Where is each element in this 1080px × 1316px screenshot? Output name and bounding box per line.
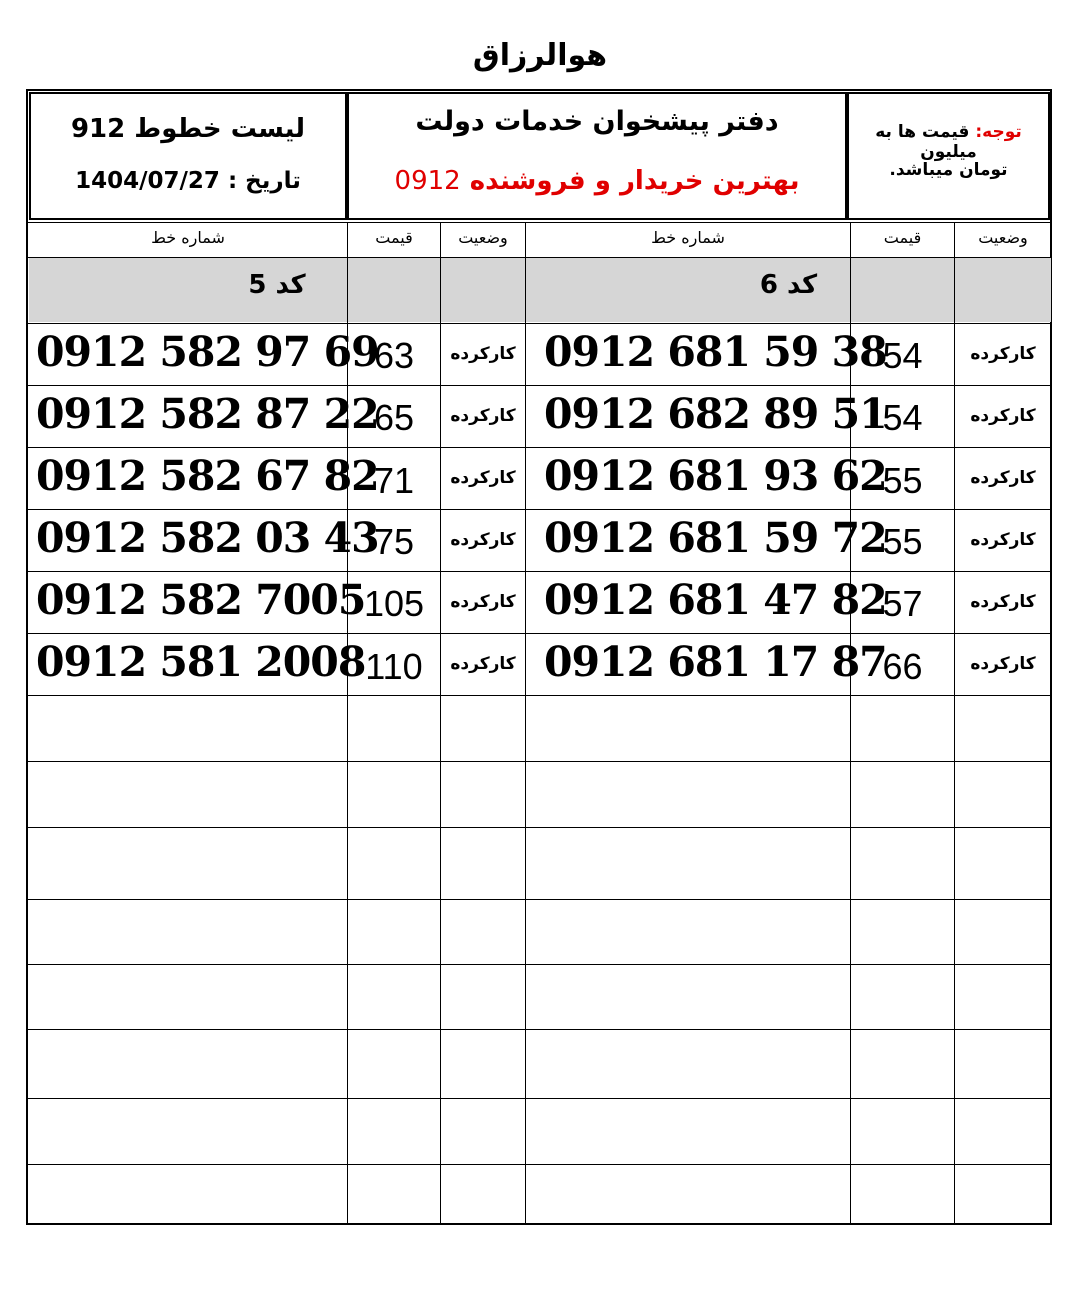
row-price: 55	[882, 521, 923, 562]
row-status: کارکرده	[970, 406, 1036, 426]
date-line	[31, 168, 345, 194]
grid-row-line	[28, 257, 1052, 258]
group-code-5-label: کد 5	[248, 270, 306, 300]
row-status: کارکرده	[450, 654, 516, 674]
row-phone-number: 0912 682 89 51	[544, 390, 887, 438]
row-phone-number: 0912 681 17 87	[544, 638, 887, 686]
row-phone-number: 0912 681 47 82	[544, 576, 887, 624]
row-price: 65	[373, 397, 415, 438]
row-phone-number: 0912 681 59 38	[544, 328, 887, 376]
row-price: 57	[882, 583, 923, 624]
row-price: 105	[363, 583, 425, 624]
row-phone-number: 0912 582 67 82	[36, 452, 379, 500]
row-price: 55	[882, 460, 923, 501]
note-text-1: قیمت ها به میلیون	[875, 122, 977, 162]
grid-row-line	[28, 827, 1052, 828]
note-box	[847, 92, 1050, 220]
row-phone-number: 0912 582 97 69	[36, 328, 379, 376]
row-phone-number: 0912 582 7005	[36, 576, 366, 624]
row-status: کارکرده	[970, 530, 1036, 550]
list-info-box	[29, 92, 347, 220]
list-title: لیست خطوط 912	[70, 114, 306, 144]
office-title: دفتر پیشخوان خدمات دولت	[415, 106, 779, 137]
row-phone-number: 0912 681 93 62	[544, 452, 887, 500]
date-value: 1404/07/27	[75, 168, 220, 194]
row-status: کارکرده	[450, 592, 516, 612]
col-header-number-left: شماره خط	[151, 228, 225, 247]
row-price: 71	[373, 460, 415, 501]
date-label: تاریخ :	[227, 168, 301, 194]
slogan-number: 0912	[394, 166, 461, 196]
row-price: 63	[373, 335, 415, 376]
row-status: کارکرده	[450, 406, 516, 426]
page-title: هوالرزاق	[472, 38, 608, 73]
note-label: توجه:	[975, 122, 1022, 142]
col-header-price-left: قیمت	[375, 228, 413, 247]
row-price: 75	[373, 521, 415, 562]
row-price: 110	[365, 646, 423, 687]
row-status: کارکرده	[450, 530, 516, 550]
col-header-number-right: شماره خط	[651, 228, 725, 247]
row-phone-number: 0912 681 59 72	[544, 514, 887, 562]
row-status: کارکرده	[970, 344, 1036, 364]
note-text-2: تومان میباشد.	[889, 160, 1008, 180]
row-price: 54	[882, 335, 923, 376]
grid-row-line	[28, 761, 1052, 762]
row-status: کارکرده	[450, 344, 516, 364]
grid-col-line	[525, 222, 526, 1224]
group-code-6-label: کد 6	[759, 270, 818, 300]
row-phone-number: 0912 582 03 43	[36, 514, 379, 562]
grid-row-line	[28, 899, 1052, 900]
row-status: کارکرده	[450, 468, 516, 488]
row-phone-number: 0912 582 87 22	[36, 390, 379, 438]
grid-row-line	[28, 964, 1052, 965]
note-line-1	[855, 122, 1042, 162]
slogan	[349, 166, 845, 196]
row-price: 54	[882, 397, 923, 438]
col-header-status-left: وضعیت	[458, 228, 508, 247]
col-header-price-right: قیمت	[883, 228, 922, 247]
grid-header-line	[28, 222, 1052, 223]
grid-row-line	[28, 1098, 1052, 1099]
grid-row-line	[28, 1164, 1052, 1165]
row-status: کارکرده	[970, 654, 1036, 674]
row-price: 66	[882, 646, 923, 687]
row-phone-number: 0912 581 2008	[36, 638, 366, 686]
row-status: کارکرده	[970, 468, 1036, 488]
grid-row-line	[28, 1029, 1052, 1030]
col-header-status-right: وضعیت	[978, 228, 1028, 247]
row-status: کارکرده	[970, 592, 1036, 612]
office-box	[347, 92, 847, 220]
slogan-text: بهترین خریدار و فروشنده	[469, 166, 800, 196]
